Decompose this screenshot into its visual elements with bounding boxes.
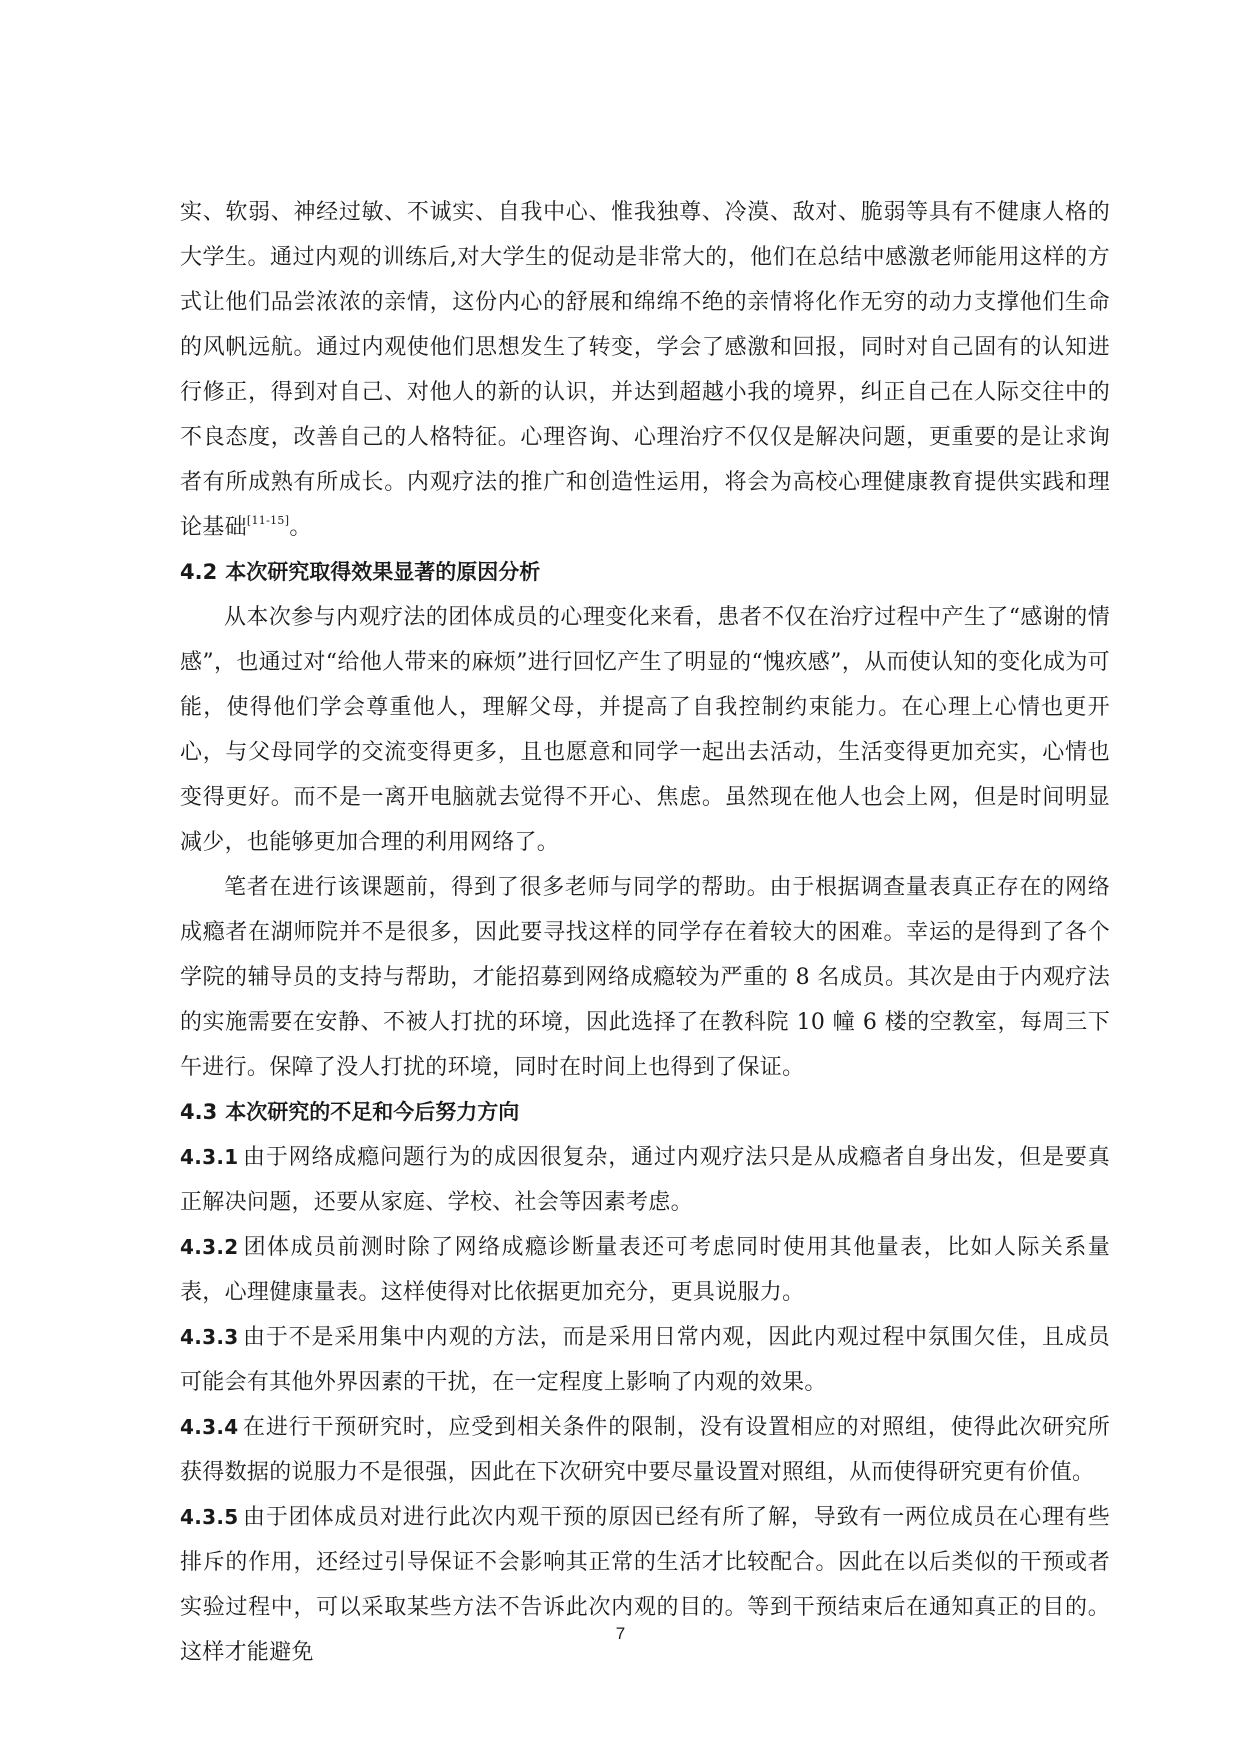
section-heading-4-3 — [180, 1090, 1110, 1135]
section-heading-4-2 — [180, 550, 1110, 595]
section-number: 4.2 — [180, 560, 218, 584]
list-item — [180, 1225, 1110, 1315]
list-item — [180, 1405, 1110, 1495]
page-number: 7 — [615, 1624, 626, 1643]
body-paragraph: 从本次参与内观疗法的团体成员的心理变化来看，患者不仅在治疗过程中产生了“感谢的情感”，也通过对“给他人带来的麻烦”进行回忆产生了明显的“愧疚感”，从而使认知的变化成为可能，使得他们学会尊重他人，理解父母，并提高了自我控制约束能力。在心理上心情也更开心，与父母同学的交流变得更多，且也愿意和同学一起出去活动，生活变得更加充实，心情也变得更好。而不是一离开电脑就去觉得不开心、焦虑。虽然现在他人也会上网，但是时间明显减少，也能够更加合理的利用网络了。 — [180, 605, 1110, 855]
item-text: 由于网络成瘾问题行为的成因很复杂，通过内观疗法只是从成瘾者自身出发，但是要真正解决问题，还要从家庭、学校、社会等因素考虑。 — [180, 1145, 1110, 1215]
list-item — [180, 1315, 1110, 1405]
list-item — [180, 1495, 1110, 1675]
item-text: 团体成员前测时除了网络成瘾诊断量表还可考虑同时使用其他量表，比如人际关系量表，心理健康量表。这样使得对比依据更加充分，更具说服力。 — [180, 1235, 1110, 1305]
section-title: 本次研究取得效果显著的原因分析 — [225, 560, 541, 584]
intro-paragraph — [180, 190, 1110, 550]
list-item — [180, 1135, 1110, 1225]
citation-ref: [11-15] — [246, 514, 290, 527]
item-number: 4.3.2 — [180, 1235, 239, 1259]
item-text: 由于团体成员对进行此次内观干预的原因已经有所了解，导致有一两位成员在心理有些排斥的作用，还经过引导保证不会影响其正常的生活才比较配合。因此在以后类似的干预或者实验过程中，可以采取某些方法不告诉此次内观的目的。等到干预结束后在通知真正的目的。这样才能避免 — [180, 1505, 1110, 1665]
item-number: 4.3.5 — [180, 1505, 239, 1529]
item-number: 4.3.4 — [180, 1415, 239, 1439]
intro-paragraph-end: 。 — [289, 515, 312, 540]
item-number: 4.3.3 — [180, 1325, 239, 1349]
intro-paragraph-text: 实、软弱、神经过敏、不诚实、自我中心、惟我独尊、冷漠、敌对、脆弱等具有不健康人格的大学生。通过内观的训练后,对大学生的促动是非常大的，他们在总结中感激老师能用这样的方式让他们品尝浓浓的亲情，这份内心的舒展和绵绵不绝的亲情将化作无穷的动力支撑他们生命的风帆远航。通过内观使他们思想发生了转变，学会了感激和回报，同时对自己固有的认知进行修正，得到对自己、对他人的新的认识，并达到超越小我的境界，纠正自己在人际交往中的不良态度，改善自己的人格特征。心理咨询、心理治疗不仅仅是解决问题，更重要的是让求询者有所成熟有所成长。内观疗法的推广和创造性运用，将会为高校心理健康教育提供实践和理论基础 — [180, 200, 1110, 540]
body-paragraph: 笔者在进行该课题前，得到了很多老师与同学的帮助。由于根据调查量表真正存在的网络成瘾者在湖师院并不是很多，因此要寻找这样的同学存在着较大的困难。幸运的是得到了各个学院的辅导员的支持与帮助，才能招募到网络成瘾较为严重的 8 名成员。其次是由于内观疗法的实施需要在安静、不被人打扰的环境，因此选择了在教科院 10 幢 6 楼的空教室，每周三下午进行。保障了没人打扰的环境，同时在时间上也得到了保证。 — [180, 875, 1110, 1080]
item-text: 在进行干预研究时，应受到相关条件的限制，没有设置相应的对照组，使得此次研究所获得数据的说服力不是很强，因此在下次研究中要尽量设置对照组，从而使得研究更有价值。 — [180, 1415, 1110, 1485]
item-number: 4.3.1 — [180, 1145, 239, 1169]
document-body — [180, 190, 1110, 1675]
item-text: 由于不是采用集中内观的方法，而是采用日常内观，因此内观过程中氛围欠佳，且成员可能会有其他外界因素的干扰，在一定程度上影响了内观的效果。 — [180, 1325, 1110, 1395]
section-number: 4.3 — [180, 1100, 218, 1124]
section-title: 本次研究的不足和今后努力方向 — [225, 1100, 520, 1124]
